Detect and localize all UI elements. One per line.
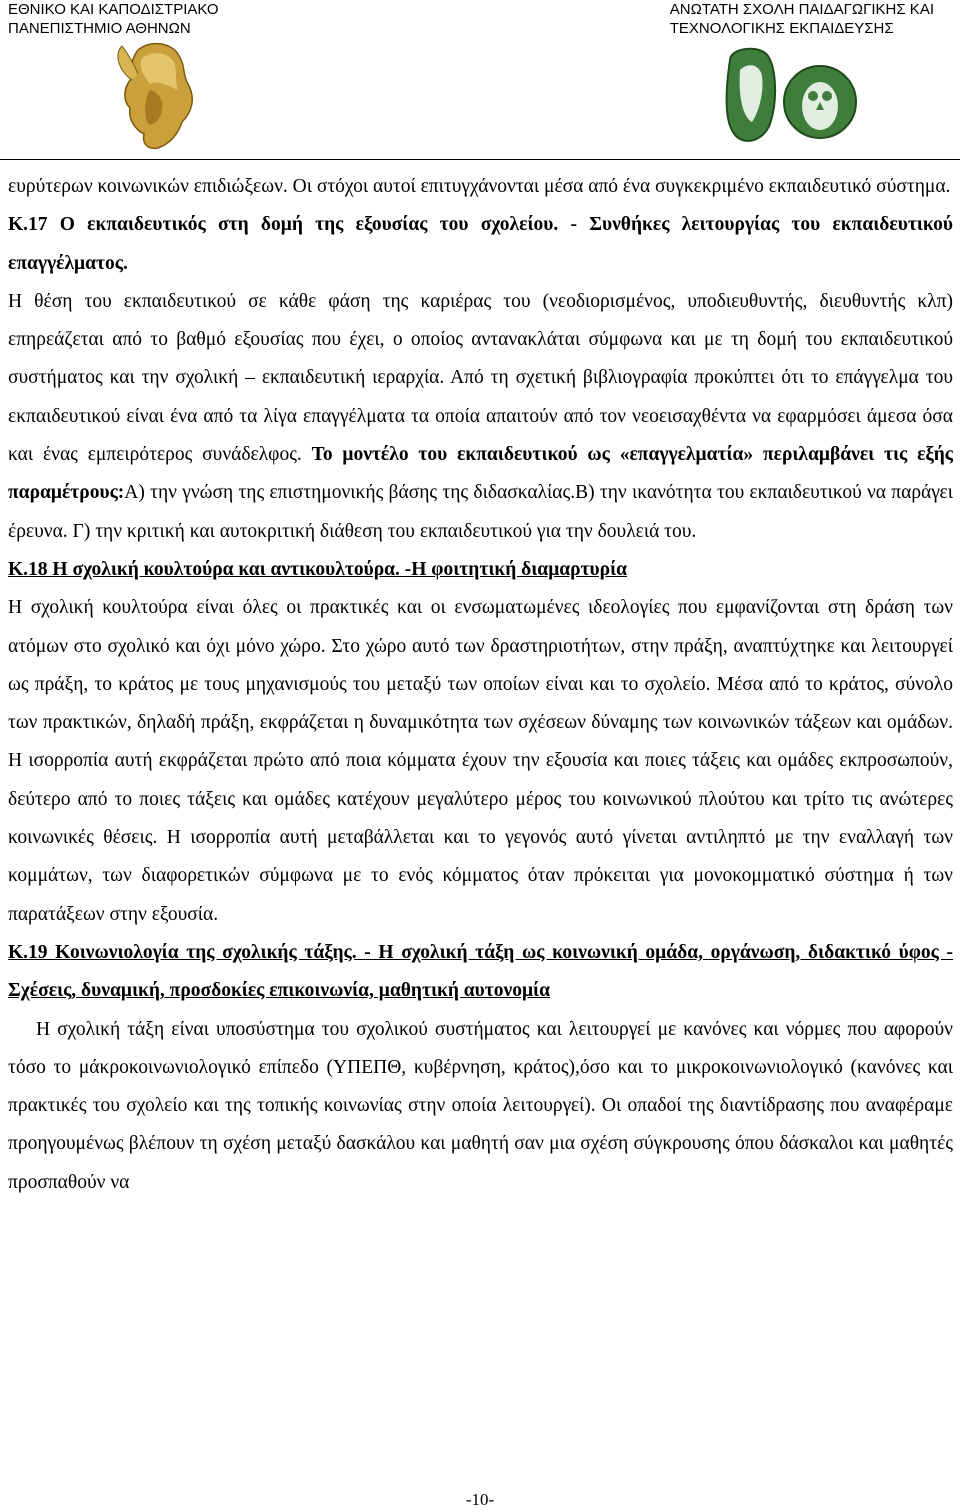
paragraph-4: Η σχολική τάξη είναι υποσύστημα του σχολικού συστήματος και λειτουργεί με κανόνες και νόρμες που αφορούν τόσο το μάκροκοινωνιολογικό επίπεδο (ΥΠΕΠΘ, κυβέρνηση, κράτος),όσο και το μικροκοινωνιολογικό (κανόνες και πρακτικές του σχολείο και της τοπικής κοινωνίας στην οποία λειτουργεί). Οι οπαδοί της διαντίδρασης που αναφέραμε προηγουμένως βλέπουν τη σχέση μεταξύ δασκάλου και μαθητή σαν μια σχέση σύγκρουσης όπου δάσκαλοι και μαθητές προσπαθούν να: [8, 1018, 953, 1193]
section-heading-k19: Κ.19 Κοινωνιολογία της σχολικής τάξης. - Η σχολική τάξη ως κοινωνική ομάδα, οργάνωση, διδακτικό ύφος - Σχέσεις, δυναμική, προσδοκίες επικοινωνία, μαθητική αυτονομία: [8, 941, 953, 1002]
athena-owl-coin-logo: [720, 40, 858, 156]
left-header-line1: ΕΘΝΙΚΟ ΚΑΙ ΚΑΠΟΔΙΣΤΡΙΑΚΟ: [8, 1, 219, 18]
paragraph-2-bold: Το μοντέλο του εκπαιδευτικού ως «επαγγελματία» περιλαμβάνει τις εξής παραμέτρους:: [8, 444, 953, 504]
right-header-line1: ΑΝΩΤΑΤΗ ΣΧΟΛΗ ΠΑΙΔΑΓΩΓΙΚΗΣ ΚΑΙ: [669, 1, 934, 18]
university-name-left: [8, 0, 219, 38]
paragraph-2: [8, 283, 953, 551]
paragraph-2-text-a: Η θέση του εκπαιδευτικού σε κάθε φάση της καριέρας του (νεοδιορισμένος, υποδιευθυντής, διευθυντής κλπ) επηρεάζεται από το βαθμό εξουσίας που έχει, ο οποίος αντανακλάται σύμφωνα και με τη δομή του εκπαιδευτικού συστήματος και την σχολική – εκπαιδευτική ιεραρχία. Από τη σχετική βιβλιογραφία προκύπτει ότι το επάγγελμα του εκπαιδευτικού είναι ένα από τα λίγα επαγγέλματα τα οποία απαιτούν από τον νεοεισαχθέντα να εφαρμόσει άμεσα όσα και ένας εμπειρότερος συνάδελφος.: [8, 290, 953, 466]
university-name-right: [670, 0, 934, 38]
page-header: [0, 0, 960, 160]
left-header-line2: ΠΑΝΕΠΙΣΤΗΜΙΟ ΑΘΗΝΩΝ: [8, 20, 191, 37]
paragraph-2-text-b: Α) την γνώση της επιστημονικής βάσης της διδασκαλίας.Β) την ικανότητα του εκπαιδευτικού να παράγει έρευνα. Γ) την κριτική και αυτοκριτική διάθεση του εκπαιδευτικού για την δουλειά του.: [8, 482, 953, 542]
page-number: -10-: [465, 1490, 495, 1509]
section-heading-k18: Κ.18 Η σχολική κουλτούρα και αντικουλτούρα. -Η φοιτητική διαμαρτυρία: [8, 558, 628, 580]
right-header-line2: ΤΕΧΝΟΛΟΓΙΚΗΣ ΕΚΠΑΙΔΕΥΣΗΣ: [669, 20, 894, 37]
header-divider: [0, 159, 960, 160]
section-heading-k17: Κ.17 Ο εκπαιδευτικός στη δομή της εξουσίας του σχολείου. - Συνθήκες λειτουργίας του εκπαιδευτικού επαγγέλματος.: [8, 214, 953, 274]
document-body: [8, 168, 953, 1202]
paragraph-3: Η σχολική κουλτούρα είναι όλες οι πρακτικές και οι ενσωματωμένες ιδεολογίες που εμφανίζονται στη δράση των ατόμων στο σχολικό και όχι μόνο χώρο. Στο χώρο αυτό των δραστηριοτήτων, στην πράξη, αναπτύχτηκε και λειτουργεί ως πράξη, το κράτος με τους μηχανισμούς του μεταξύ των οποίων είναι και το σχολείο. Μέσα από το κράτος, σύνολο των πρακτικών, δηλαδή πράξη, εκφράζεται η δυναμικότητα των σχέσεων δύναμης των κοινωνικών τάξεων και ομάδων. Η ισορροπία αυτή εκφράζεται πρώτο από ποια κόμματα έχουν την εξουσία και ποιες τάξεις και ομάδες εκπροσωπούν, δεύτερο από το ποιες τάξεις και ομάδες κατέχουν μεγαλύτερο μέρος του κοινωνικού πλούτου και τρίτο τις ανώτερες κοινωνικές θέσεις. Η ισορροπία αυτή μεταβάλλεται και το γεγονός αυτό γίνεται αντιληπτό με την εναλλαγή των κομμάτων, των διαφορετικών σύμφωνα με το ενός κόμματος όταν πρόκειται για μονοκομματικό σύστημα ή των παρατάξεων στην εξουσία.: [8, 597, 953, 925]
athena-head-logo: [108, 40, 204, 152]
paragraph-1: ευρύτερων κοινωνικών επιδιώξεων. Οι στόχοι αυτοί επιτυγχάνονται μέσα από ένα συγκεκριμένο εκπαιδευτικό σύστημα.: [8, 176, 951, 197]
